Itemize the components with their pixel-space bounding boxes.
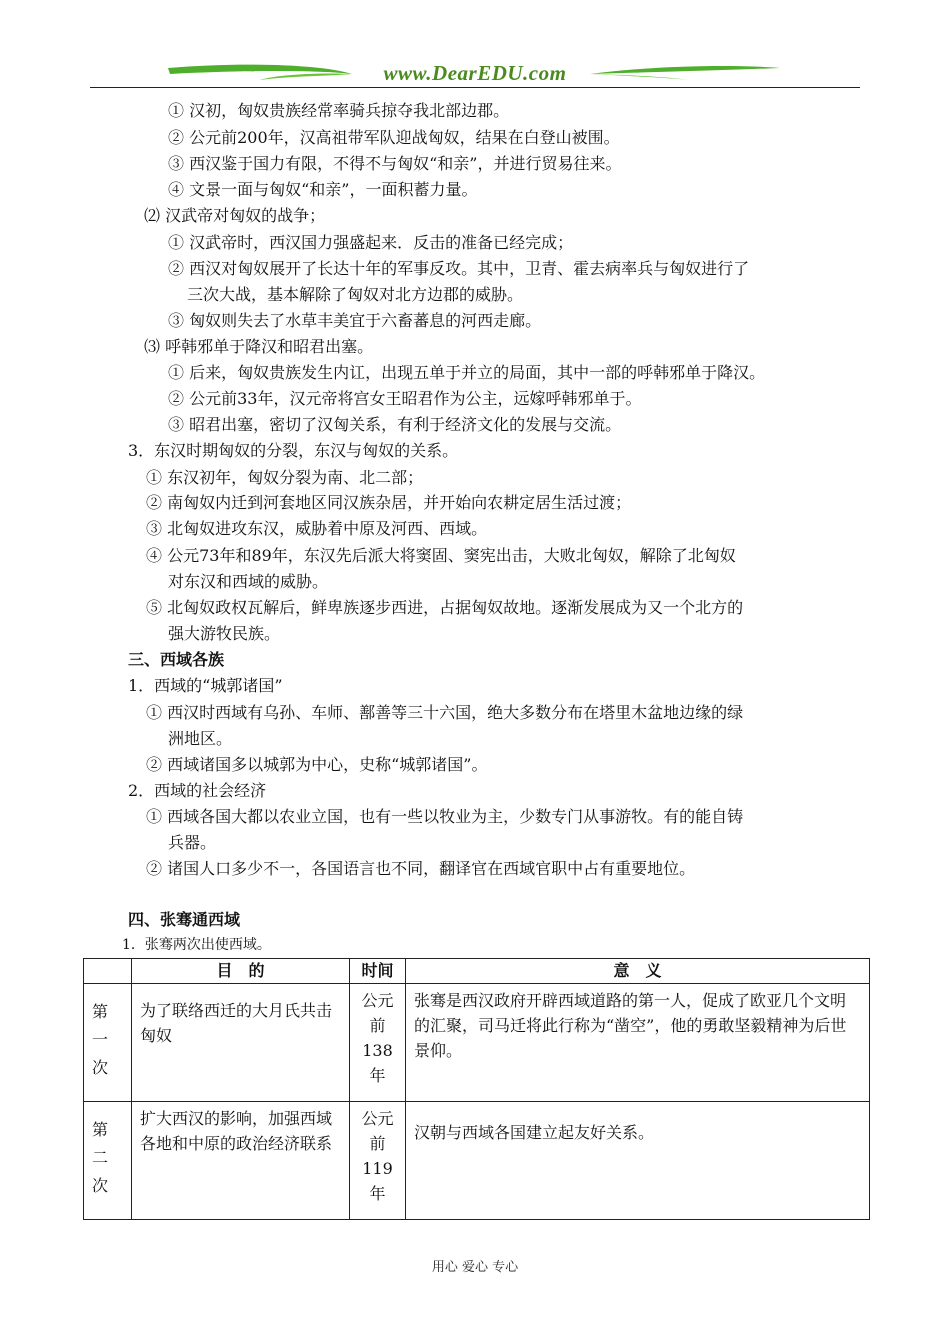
purpose-cell: 扩大西汉的影响，加强西域各地和中原的政治经济联系 <box>132 1102 350 1220</box>
table-row <box>84 1102 870 1220</box>
text-line: ③ 西汉鉴于国力有限，不得不与匈奴“和亲”，并进行贸易往来。 <box>168 154 622 173</box>
subsection-heading: ⑵ 汉武帝对匈奴的战争； <box>144 206 326 225</box>
text-line: ③ 北匈奴进攻东汉，威胁着中原及河西、西域。 <box>146 519 488 538</box>
text-line: 洲地区。 <box>168 729 233 748</box>
section-item-heading: 1．西域的“城郭诸国” <box>128 676 283 695</box>
table-header-cell: 目 的 <box>132 959 350 984</box>
text-line: ② 西汉对匈奴展开了长达十年的军事反攻。其中，卫青、霍去病率兵与匈奴进行了 <box>168 259 750 278</box>
zhang-qian-missions-table <box>83 958 870 1220</box>
text-line: ② 西域诸国多以城郭为中心，史称“城郭诸国”。 <box>146 755 488 774</box>
header-rule <box>90 87 860 88</box>
text-line: ② 诸国人口多少不一，各国语言也不同，翻译官在西域官职中占有重要地位。 <box>146 859 696 878</box>
text-line: ④ 公元73年和89年，东汉先后派大将窦固、窦宪出击，大败北匈奴，解除了北匈奴 <box>146 546 736 565</box>
page-footer: 用心 爱心 专心 <box>431 1260 519 1275</box>
row-label-cell: 第一次 <box>84 984 132 1102</box>
text-line: ④ 文景一面与匈奴“和亲”，一面积蓄力量。 <box>168 180 478 199</box>
text-line: ① 后来，匈奴贵族发生内讧，出现五单于并立的局面，其中一部的呼韩邪单于降汉。 <box>168 363 766 382</box>
section-item-heading: 3．东汉时期匈奴的分裂，东汉与匈奴的关系。 <box>128 441 459 460</box>
text-line: 对东汉和西域的威胁。 <box>168 572 329 591</box>
table-row <box>84 984 870 1102</box>
text-line: 强大游牧民族。 <box>168 624 281 643</box>
table-header-cell: 时间 <box>350 959 406 984</box>
table-caption: 1．张骞两次出使西域。 <box>122 937 271 953</box>
meaning-cell: 汉朝与西域各国建立起友好关系。 <box>406 1102 870 1220</box>
section-heading: 四、张骞通西域 <box>128 910 241 929</box>
text-line: ① 东汉初年，匈奴分裂为南、北二部； <box>146 468 424 487</box>
text-line: ② 公元前200年，汉高祖带军队迎战匈奴，结果在白登山被围。 <box>168 128 620 147</box>
time-cell: 公元前119年 <box>350 1102 406 1220</box>
site-logo-text[interactable]: www.DearEDU.com <box>383 61 567 85</box>
text-line: ① 西域各国大都以农业立国，也有一些以牧业为主，少数专门从事游牧。有的能自铸 <box>146 807 744 826</box>
text-line: ① 汉武帝时，西汉国力强盛起来．反击的准备已经完成； <box>168 233 574 252</box>
subsection-heading: ⑶ 呼韩邪单于降汉和昭君出塞。 <box>144 337 374 356</box>
time-cell: 公元前138年 <box>350 984 406 1102</box>
section-item-heading: 2．西域的社会经济 <box>128 781 267 800</box>
text-line: ② 公元前33年，汉元帝将宫女王昭君作为公主，远嫁呼韩邪单于。 <box>168 389 642 408</box>
text-line: ⑤ 北匈奴政权瓦解后，鲜卑族逐步西进，占据匈奴故地。逐渐发展成为又一个北方的 <box>146 598 744 617</box>
purpose-cell: 为了联络西迁的大月氏共击匈奴 <box>132 984 350 1102</box>
text-line: ③ 匈奴则失去了水草丰美宜于六畜蕃息的河西走廊。 <box>168 311 542 330</box>
text-line: ② 南匈奴内迁到河套地区同汉族杂居，并开始向农耕定居生活过渡； <box>146 493 632 512</box>
table-header-cell: 意 义 <box>406 959 870 984</box>
row-label-cell: 第二次 <box>84 1102 132 1220</box>
text-line: ① 西汉时西域有乌孙、车师、鄯善等三十六国，绝大多数分布在塔里木盆地边缘的绿 <box>146 703 744 722</box>
site-header-banner <box>90 58 860 90</box>
section-heading: 三、西域各族 <box>128 650 225 669</box>
meaning-cell: 张骞是西汉政府开辟西域道路的第一人，促成了欧亚几个文明的汇聚，司马迁将此行称为“凿空”，他的勇敢坚毅精神为后世景仰。 <box>406 984 870 1102</box>
text-line: 兵器。 <box>168 833 217 852</box>
text-line: 三次大战，基本解除了匈奴对北方边郡的威胁。 <box>187 285 524 304</box>
table-header-row <box>84 959 870 984</box>
table-header-cell <box>84 959 132 984</box>
text-line: ① 汉初，匈奴贵族经常率骑兵掠夺我北部边郡。 <box>168 101 510 120</box>
text-line: ③ 昭君出塞，密切了汉匈关系，有利于经济文化的发展与交流。 <box>168 415 622 434</box>
